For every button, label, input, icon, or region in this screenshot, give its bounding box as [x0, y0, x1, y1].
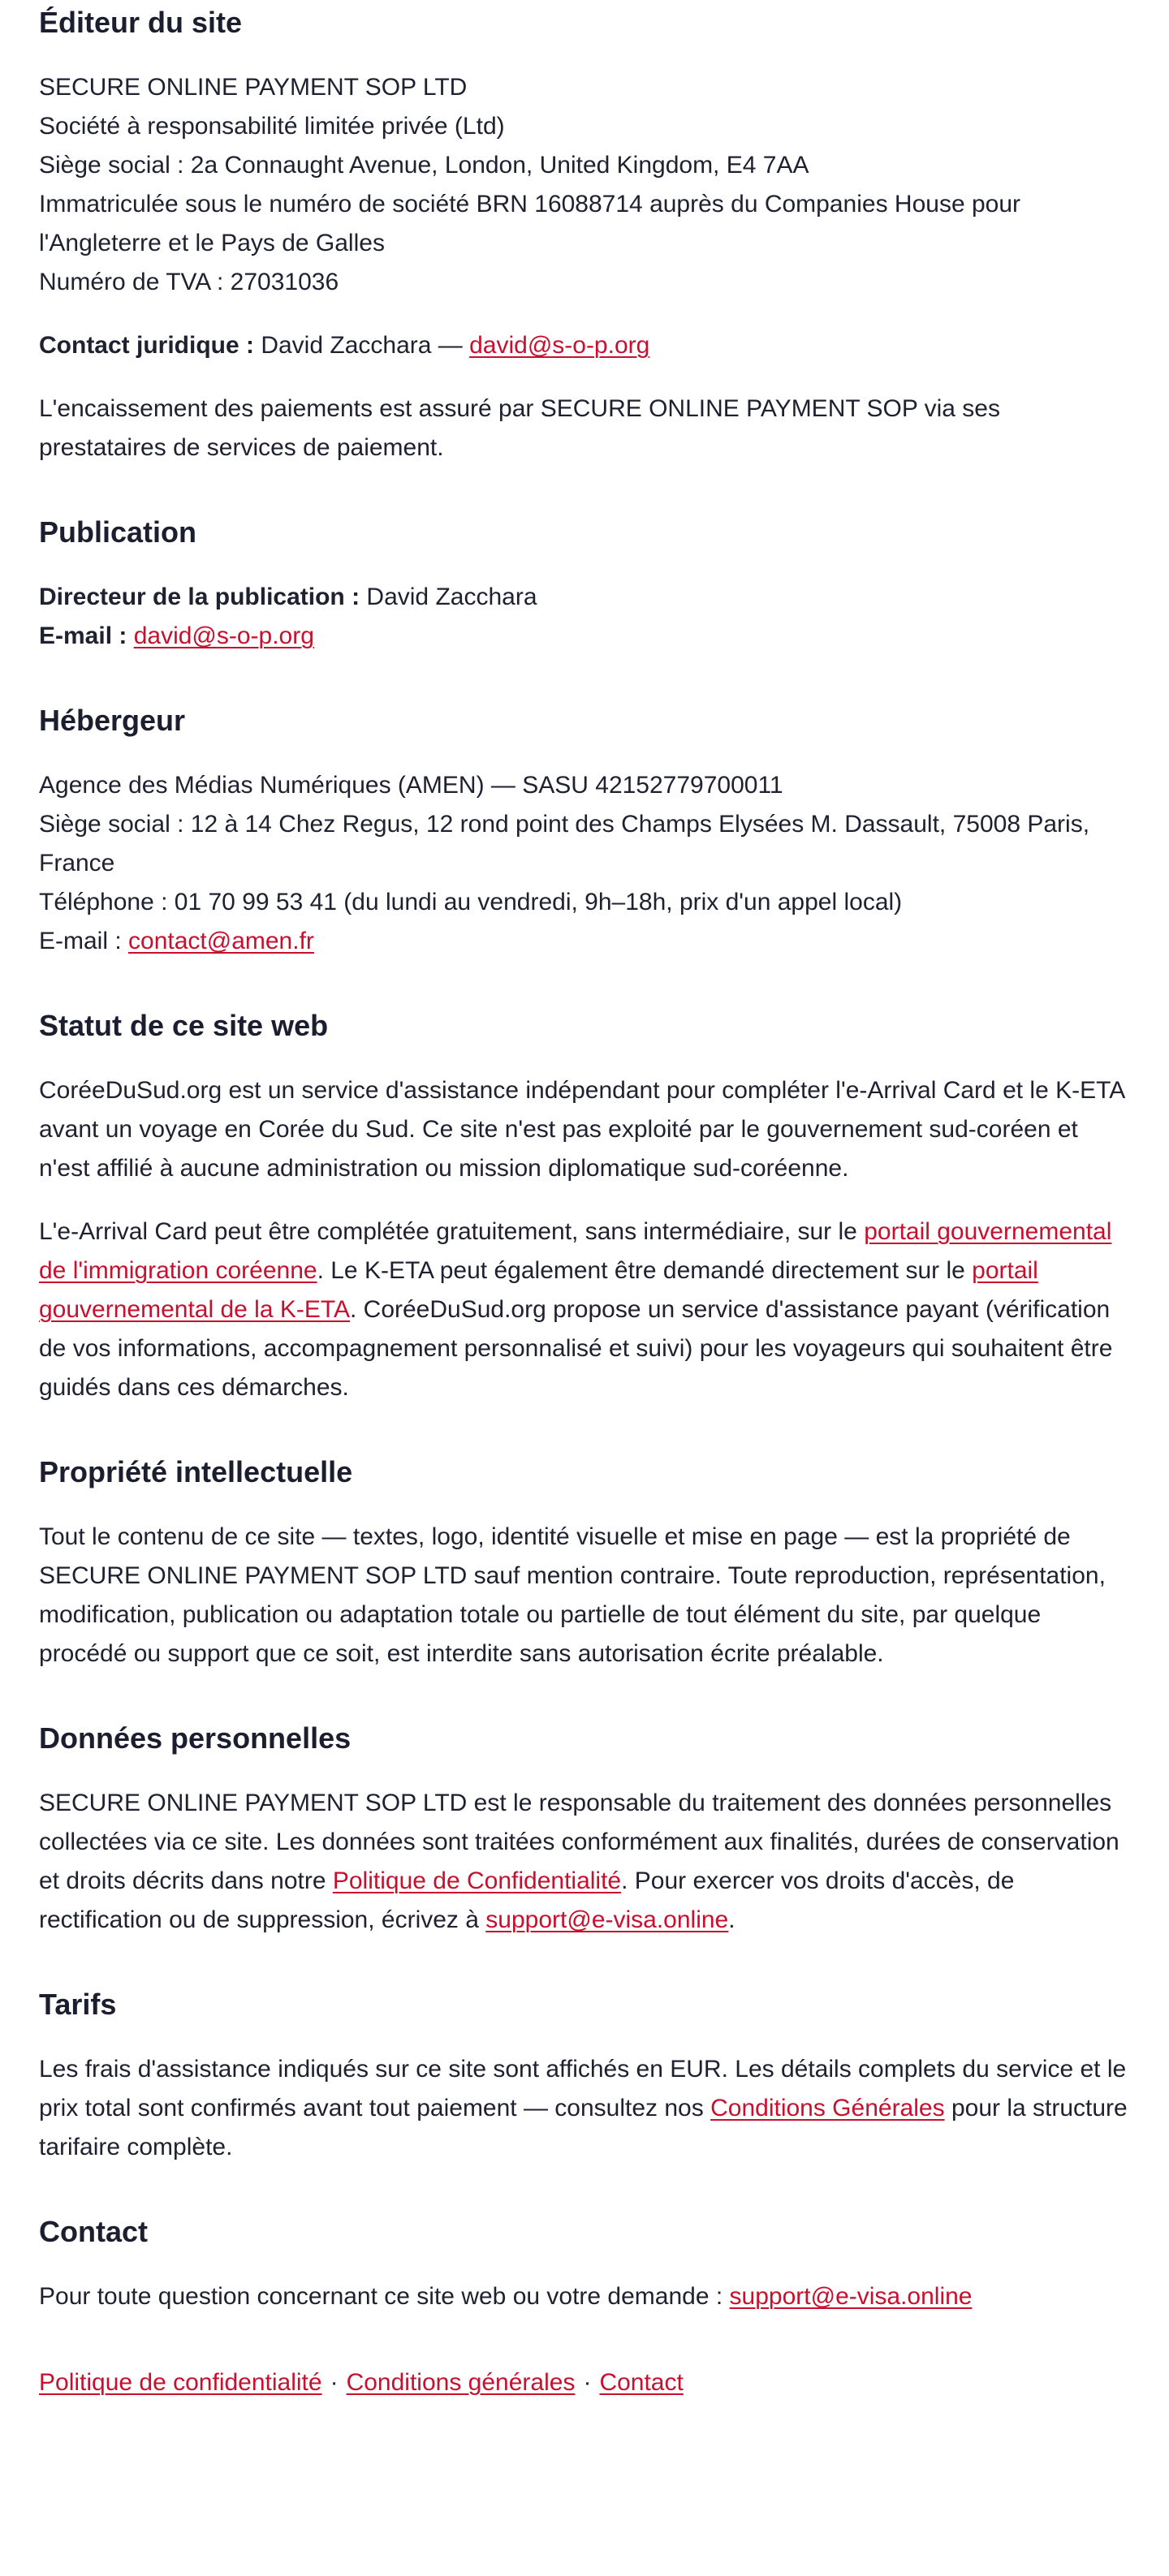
statut-text-c: . CoréeDuSud.org propose un service d'assistance payant (vérification de vos informations, accompagnement personnalisé et suivi) pour les voyageurs qui souhaitent être guidés dans ces démarches. — [39, 1296, 1113, 1401]
hebergeur-title: Hébergeur — [39, 704, 186, 737]
contact-text: Pour toute question concernant ce site web ou votre demande : — [39, 2283, 730, 2310]
publication-details — [39, 578, 1130, 656]
propriete-title: Propriété intellectuelle — [39, 1455, 353, 1488]
tarifs-text-b: pour la structure tarifaire complète. — [39, 2095, 1128, 2160]
editeur-legal-contact — [39, 326, 1130, 365]
editeur-line-company: SECURE ONLINE PAYMENT SOP LTD — [39, 74, 468, 101]
propriete-section — [39, 1454, 1130, 1674]
propriete-paragraph: Tout le contenu de ce site — textes, logo, identité visuelle et mise en page — est la propriété de SECURE ONLINE PAYMENT SOP LTD sauf mention contraire. Toute reproduction, représentation, modification, publication ou adaptation totale ou partielle de tout élément du site, par quelque procédé ou support que ce soit, est interdite sans autorisation écrite préalable. — [39, 1523, 1106, 1667]
footer-separator: · — [330, 2369, 339, 2396]
legal-contact-label: Contact juridique : — [39, 332, 254, 359]
contact-email-link[interactable]: support@e-visa.online — [729, 2283, 973, 2310]
publication-director-name: David Zacchara — [360, 584, 537, 610]
hebergeur-address: Siège social : 12 à 14 Chez Regus, 12 rond point des Champs Elysées M. Dassault, 75008 Paris, France — [39, 811, 1090, 877]
hebergeur-section — [39, 703, 1130, 961]
hebergeur-phone: Téléphone : 01 70 99 53 41 (du lundi au vendredi, 9h–18h, prix d'un appel local) — [39, 889, 903, 915]
footer-privacy-link[interactable]: Politique de confidentialité — [39, 2369, 322, 2396]
footer-terms-link[interactable]: Conditions générales — [346, 2369, 576, 2396]
footer-links — [39, 2363, 1130, 2402]
privacy-policy-link[interactable]: Politique de Confidentialité — [332, 1867, 622, 1894]
donnees-text-c: . — [728, 1906, 735, 1933]
tarifs-text-a: Les frais d'assistance indiqués sur ce site sont affichés en EUR. Les détails complets du service et le prix total sont confirmés avant tout paiement — consultez nos — [39, 2056, 1127, 2122]
publication-section — [39, 515, 1130, 656]
statut-text-a: L'e-Arrival Card peut être complétée gratuitement, sans intermédiaire, sur le — [39, 1218, 865, 1245]
editeur-line-registration: Immatriculée sous le numéro de société BRN 16088714 auprès du Companies House pour l'Angleterre et le Pays de Galles — [39, 191, 1021, 256]
publication-email-link[interactable]: david@s-o-p.org — [133, 622, 314, 649]
donnees-section — [39, 1721, 1130, 1940]
statut-title: Statut de ce site web — [39, 1009, 329, 1042]
statut-text-b: . Le K-ETA peut également être demandé directement sur le — [317, 1257, 973, 1284]
statut-paragraph-2 — [39, 1213, 1130, 1407]
contact-title: Contact — [39, 2215, 148, 2248]
hebergeur-email-link[interactable]: contact@amen.fr — [128, 928, 314, 954]
contact-section — [39, 2214, 1130, 2316]
editeur-line-address: Siège social : 2a Connaught Avenue, London, United Kingdom, E4 7AA — [39, 152, 809, 179]
editeur-details — [39, 68, 1130, 302]
editeur-payment-notice: L'encaissement des paiements est assuré par SECURE ONLINE PAYMENT SOP via ses prestataires de services de paiement. — [39, 395, 1000, 461]
support-email-link[interactable]: support@e-visa.online — [485, 1906, 729, 1933]
footer-contact-link[interactable]: Contact — [599, 2369, 684, 2396]
editeur-section — [39, 0, 1130, 467]
contact-paragraph — [39, 2277, 1130, 2316]
legal-contact-name: David Zacchara — — [254, 332, 470, 359]
hebergeur-email-label: E-mail : — [39, 928, 129, 954]
donnees-title: Données personnelles — [39, 1721, 352, 1755]
donnees-text-b: . Pour exercer vos droits d'accès, de rectification ou de suppression, écrivez à — [39, 1867, 1015, 1933]
legal-contact-email-link[interactable]: david@s-o-p.org — [469, 332, 650, 359]
tarifs-title: Tarifs — [39, 1988, 117, 2021]
statut-paragraph-1: CoréeDuSud.org est un service d'assistance indépendant pour compléter l'e-Arrival Card et le K-ETA avant un voyage en Corée du Sud. Ce site n'est pas exploité par le gouvernement sud-coréen et n'est affilié à aucune administration ou mission diplomatique sud-coréenne. — [39, 1077, 1124, 1182]
editeur-line-legal-form: Société à responsabilité limitée privée (Ltd) — [39, 113, 505, 140]
donnees-paragraph — [39, 1784, 1130, 1940]
publication-email-label: E-mail : — [39, 622, 127, 649]
editeur-line-vat: Numéro de TVA : 27031036 — [39, 269, 339, 295]
publication-director-label: Directeur de la publication : — [39, 584, 360, 610]
hebergeur-details — [39, 766, 1130, 961]
tarifs-paragraph — [39, 2050, 1130, 2167]
publication-title: Publication — [39, 515, 197, 549]
tarifs-section — [39, 1987, 1130, 2167]
footer-separator: · — [583, 2369, 592, 2396]
immigration-portal-link[interactable]: portail gouvernemental de l'immigration coréenne — [39, 1218, 1112, 1284]
hebergeur-company: Agence des Médias Numériques (AMEN) — SASU 42152779700011 — [39, 772, 783, 799]
donnees-text-a: SECURE ONLINE PAYMENT SOP LTD est le responsable du traitement des données personnelles collectées via ce site. Les données sont traitées conformément aux finalités, durées de conservation et droits décrits dans notre — [39, 1790, 1119, 1894]
terms-link[interactable]: Conditions Générales — [710, 2095, 945, 2122]
keta-portal-link[interactable]: portail gouvernemental de la K-ETA — [39, 1257, 1038, 1323]
editeur-title: Éditeur du site — [39, 6, 243, 39]
statut-section — [39, 1008, 1130, 1407]
